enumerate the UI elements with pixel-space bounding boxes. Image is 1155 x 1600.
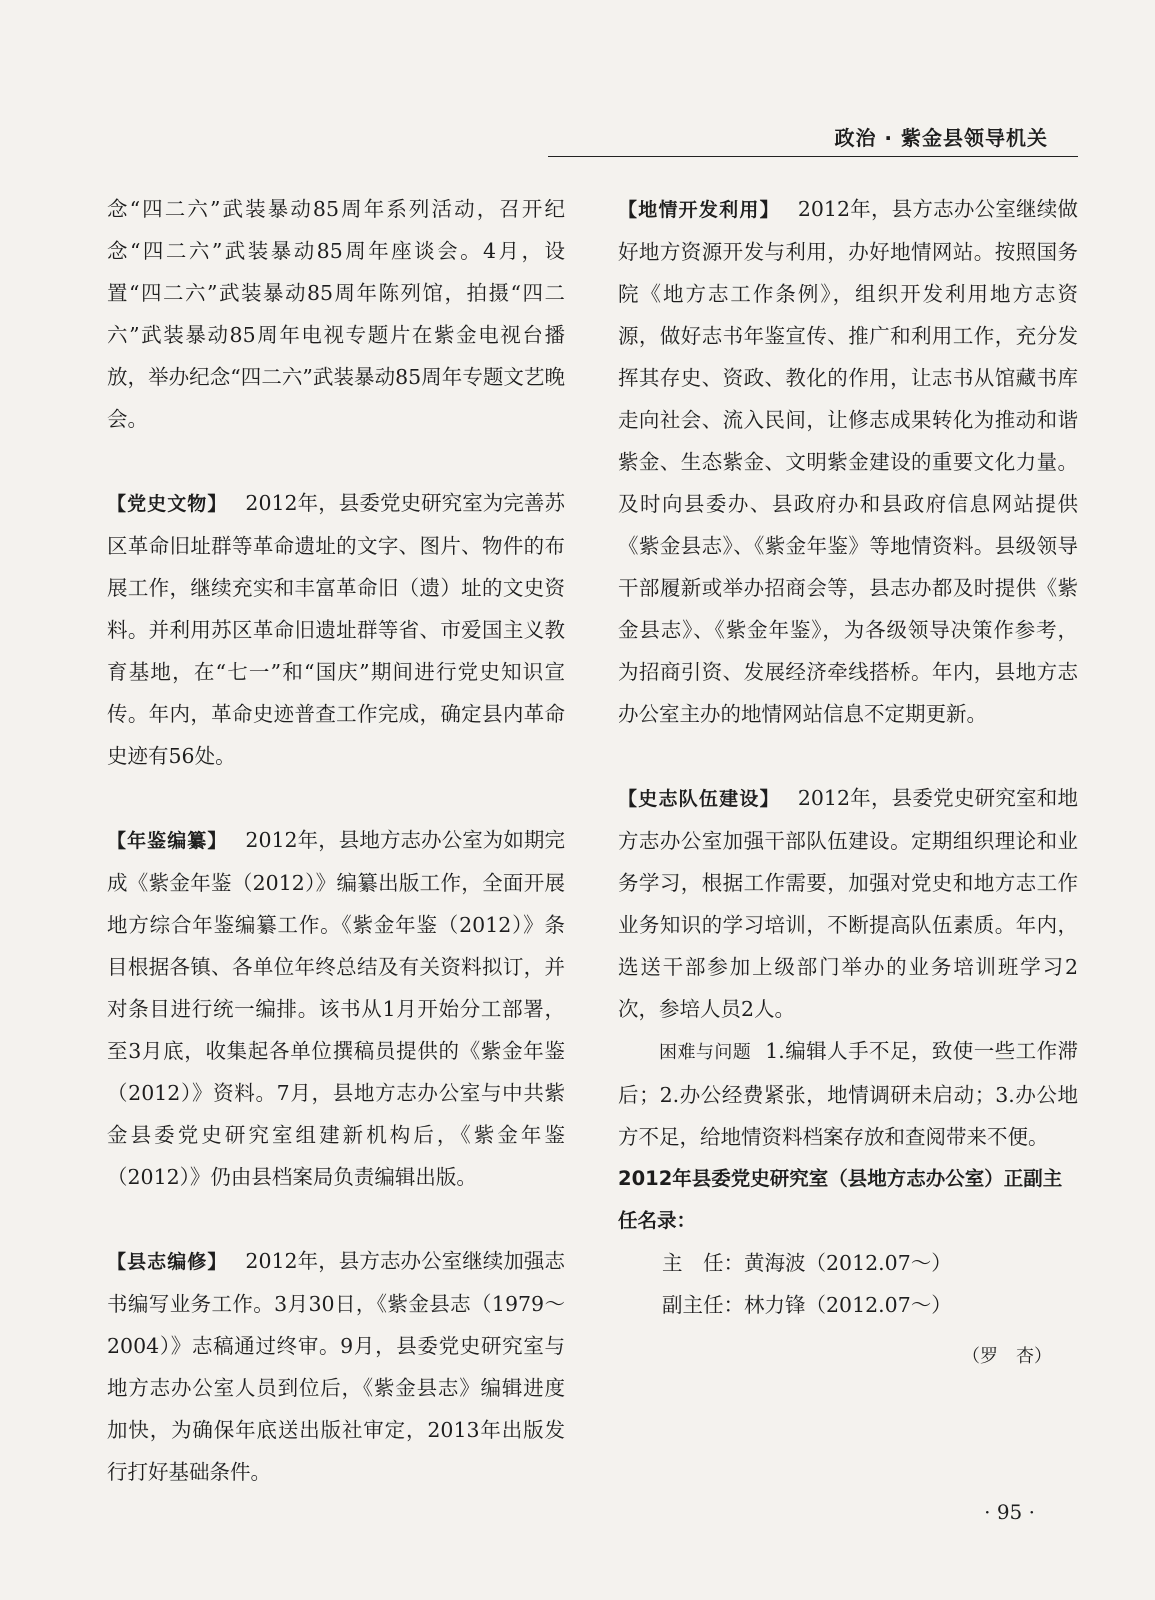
left-column xyxy=(107,188,565,1493)
issues-paragraph xyxy=(618,1030,1078,1158)
section-body: 2012年，县方志办公室继续做好地方资源开发与利用，办好地情网站。按照国务院《地方志工作条例》，组织开发利用地方志资源，做好志书年鉴宣传、推广和利用工作，充分发挥其存史、资政、教化的作用，让志书从馆藏书库走向社会、流入民间，让修志成果转化为推动和谐紫金、生态紫金、文明紫金建设的重要文化力量。及时向县委办、县政府办和县政府信息网站提供《紫金县志》、《紫金年鉴》等地情资料。县级领导干部履新或举办招商会等，县志办都及时提供《紫金县志》、《紫金年鉴》，为各级领导决策作参考，为招商引资、发展经济牵线搭桥。年内，县地方志办公室主办的地情网站信息不定期更新。 xyxy=(618,197,1078,726)
author-credit: （罗 杏） xyxy=(962,1346,1052,1367)
intro-paragraph: 念“四二六”武装暴动85周年系列活动，召开纪念“四二六”武装暴动85周年座谈会。4月，设置“四二六”武装暴动85周年陈列馆，拍摄“四二六”武装暴动85周年电视专题片在紫金电视台播放，举办纪念“四二六”武装暴动85周年专题文艺晚会。 xyxy=(107,197,565,431)
section-team-building xyxy=(618,777,1078,1030)
section-body: 2012年，县地方志办公室为如期完成《紫金年鉴（2012）》编纂出版工作，全面开展地方综合年鉴编纂工作。《紫金年鉴（2012）》条目根据各镇、各单位年终总结及有关资料拟订，并对条目进行统一编排。该书从1月开始分工部署，至3月底，收集起各单位撰稿员提供的《紫金年鉴（2012）》资料。7月，县地方志办公室与中共紫金县委党史研究室组建新机构后，《紫金年鉴（2012）》仍由县档案局负责编辑出版。 xyxy=(107,828,565,1189)
section-heading: 【年鉴编纂】 xyxy=(107,830,228,852)
section-local-info xyxy=(618,188,1078,735)
officer-entry-director: 主 任：黄海波（2012.07～） xyxy=(662,1251,952,1275)
section-body: 2012年，县委党史研究室为完善苏区革命旧址群等革命遗址的文字、图片、物件的布展工作，继续充实和丰富革命旧（遗）址的文史资料。并利用苏区革命旧遗址群等省、市爱国主义教育基地，在“七一”和“国庆”期间进行党史知识宣传。年内，革命史迹普查工作完成，确定县内革命史迹有56处。 xyxy=(107,491,565,768)
section-county-annals xyxy=(107,1240,565,1493)
section-body: 2012年，县委党史研究室和地方志办公室加强干部队伍建设。定期组织理论和业务学习，根据工作需要，加强对党史和地方志工作业务知识的学习培训，不断提高队伍素质。年内，选送干部参加上级部门举办的业务培训班学习2次，参培人员2人。 xyxy=(618,786,1078,1021)
issues-body: 1.编辑人手不足，致使一些工作滞后；2.办公经费紧张，地情调研未启动；3.办公地方不足，给地情资料档案存放和查阅带来不便。 xyxy=(618,1039,1079,1149)
issues-heading: 困难与问题 xyxy=(659,1042,752,1063)
officer-list-title: 2012年县委党史研究室（县地方志办公室）正副主任名录： xyxy=(618,1167,1063,1232)
section-party-relics xyxy=(107,482,565,777)
section-heading: 【党史文物】 xyxy=(107,493,228,515)
officer-entry-deputy: 副主任：林力锋（2012.07～） xyxy=(662,1293,952,1317)
right-column xyxy=(618,188,1078,1378)
section-body: 2012年，县方志办公室继续加强志书编写业务工作。3月30日，《紫金县志（1979～2004）》志稿通过终审。9月，县委党史研究室与地方志办公室人员到位后，《紫金县志》编辑进度加快，为确保年底送出版社审定，2013年出版发行打好基础条件。 xyxy=(107,1249,565,1484)
running-header xyxy=(548,118,1078,157)
page-number: · 95 · xyxy=(984,1500,1035,1524)
section-heading: 【地情开发利用】 xyxy=(618,199,780,221)
section-heading: 【县志编修】 xyxy=(107,1251,228,1273)
section-yearbook xyxy=(107,819,565,1198)
section-heading: 【史志队伍建设】 xyxy=(618,788,780,810)
header-title: 政治 · 紫金县领导机关 xyxy=(834,126,1048,150)
